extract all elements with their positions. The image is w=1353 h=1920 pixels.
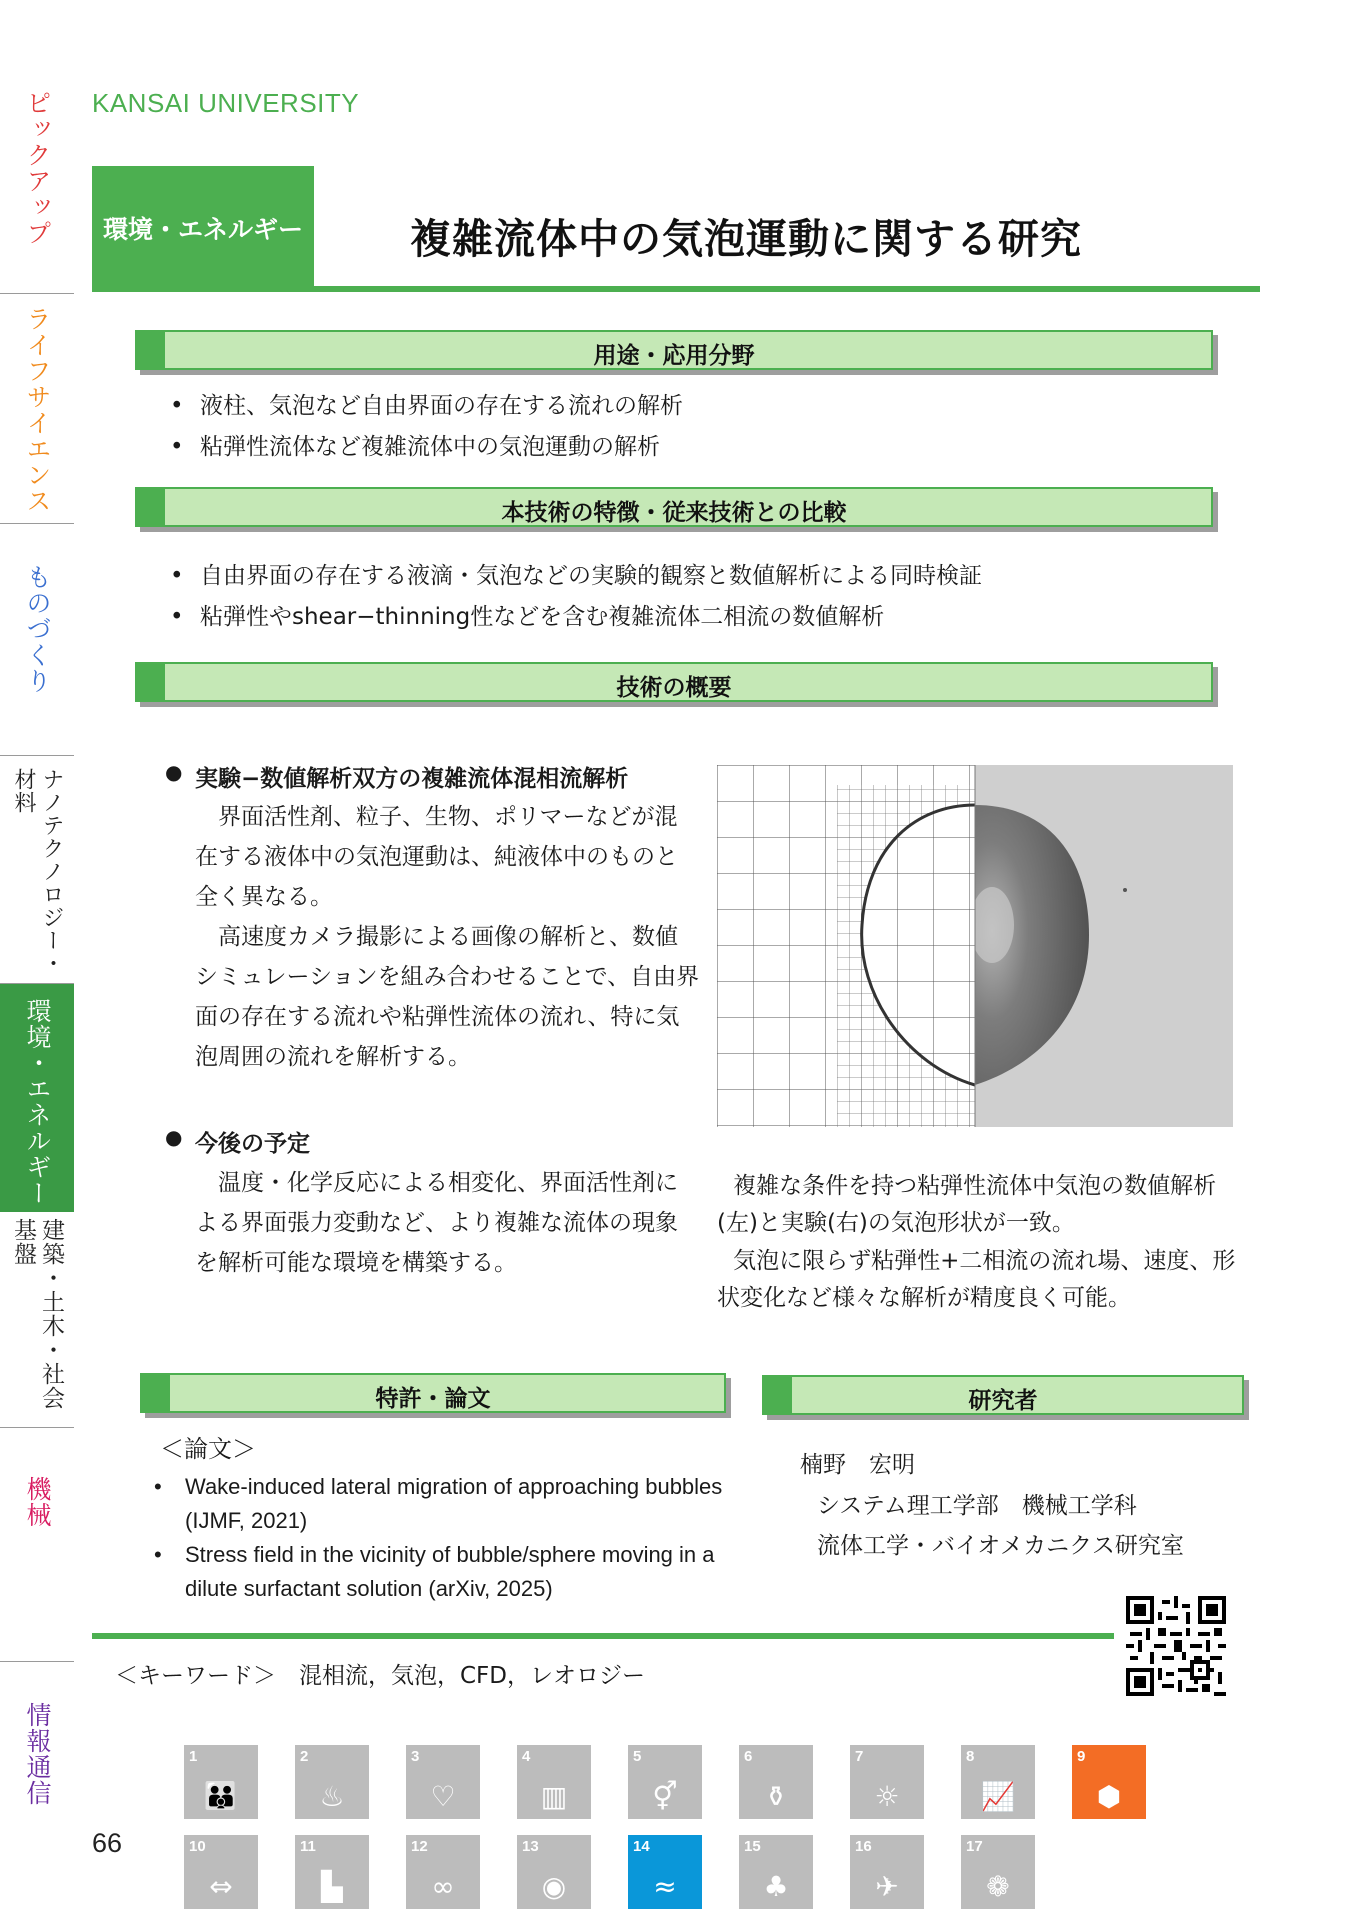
page-title: 複雑流体中の気泡運動に関する研究 <box>410 215 1082 263</box>
bubble-comparison-image <box>717 765 1233 1127</box>
patents-header <box>140 1373 726 1413</box>
figure-caption-1: 複雑な条件を持つ粘弾性流体中気泡の数値解析(左)と実験(右)の気泡形状が一致。 <box>717 1173 1217 1236</box>
overview-header <box>135 662 1213 702</box>
sdg-6-icon: 6 ⚱ <box>739 1745 813 1819</box>
list-item: • 粘弾性やshear−thinning性などを含む複雑流体二相流の数値解析 <box>170 597 982 638</box>
list-item: • Stress field in the vicinity of bubble/sphere moving in a dilute surfactant solution (arXiv, 2025) <box>152 1538 732 1606</box>
qr-code[interactable] <box>1126 1596 1226 1696</box>
sdg-7-icon: 7 ☼ <box>850 1745 924 1819</box>
overview-point2-title: ● 今後の予定 <box>165 1125 310 1158</box>
sdg-2-icon: 2 ♨ <box>295 1745 369 1819</box>
features-list <box>170 556 982 638</box>
section-title: 特許・論文 <box>375 1386 491 1412</box>
side-item-architecture[interactable] <box>0 1212 74 1428</box>
side-item-label: ライフサイエンス <box>23 306 52 514</box>
sdg-13-icon: 13 ◉ <box>517 1835 591 1909</box>
side-item-label: 建築・土木・社会基盤 <box>10 1218 64 1410</box>
side-item-life-science[interactable] <box>0 294 74 524</box>
section-title: 技術の概要 <box>616 675 732 701</box>
side-item-label: 情報通信 <box>23 1702 52 1806</box>
side-item-monozukuri[interactable] <box>0 524 74 756</box>
side-item-pickup[interactable] <box>0 82 74 294</box>
sdg-17-icon: 17 ❁ <box>961 1835 1035 1909</box>
page-number: 66 <box>92 1828 123 1858</box>
side-item-environment-energy[interactable] <box>0 984 74 1212</box>
bottom-divider <box>92 1633 1114 1639</box>
list-item: • 自由界面の存在する液滴・気泡などの実験的観察と数値解析による同時検証 <box>170 556 982 597</box>
side-item-label: 機械 <box>23 1476 52 1528</box>
side-item-label: ものづくり <box>23 564 52 694</box>
section-title: 用途・応用分野 <box>593 343 755 369</box>
sdg-10-icon: 10 ⇔ <box>184 1835 258 1909</box>
side-item-machinery[interactable] <box>0 1428 74 1662</box>
overview-point1-title: ● 実験−数値解析双方の複雑流体混相流解析 <box>165 760 628 793</box>
list-item: • Wake-induced lateral migration of approaching bubbles (IJMF, 2021) <box>152 1470 732 1538</box>
sdg-15-icon: 15 ♣ <box>739 1835 813 1909</box>
applications-header <box>135 330 1213 370</box>
researcher-header <box>762 1375 1244 1415</box>
university-name: KANSAI UNIVERSITY <box>92 88 360 118</box>
list-item: • 液柱、気泡など自由界面の存在する流れの解析 <box>170 386 683 427</box>
sdg-16-icon: 16 ✈ <box>850 1835 924 1909</box>
features-header <box>135 487 1213 527</box>
sdg-9-icon: 9 ⬢ <box>1072 1745 1146 1819</box>
sdg-12-icon: 12 ∞ <box>406 1835 480 1909</box>
side-index-nav <box>0 62 74 1852</box>
section-title: 本技術の特徴・従来技術との比較 <box>501 500 847 526</box>
researcher-lab: 流体工学・バイオメカニクス研究室 <box>817 1533 1184 1559</box>
side-item-ict[interactable] <box>0 1662 74 1852</box>
sdg-14-icon: 14 ≈ <box>628 1835 702 1909</box>
qr-code-icon <box>1126 1596 1226 1696</box>
researcher-department: システム理工学部 機械工学科 <box>817 1493 1137 1519</box>
section-title: 研究者 <box>968 1388 1038 1414</box>
applications-list <box>170 386 683 468</box>
researcher-name: 楠野 宏明 <box>800 1452 915 1478</box>
side-item-label: ナノテクノロジー・材料 <box>11 768 64 975</box>
category-label: 環境・エネルギー <box>92 166 314 290</box>
list-item: • 粘弾性流体など複雑流体中の気泡運動の解析 <box>170 427 683 468</box>
sdg-4-icon: 4 ▥ <box>517 1745 591 1819</box>
overview-point1-para1: 界面活性剤、粒子、生物、ポリマーなどが混在する液体中の気泡運動は、純液体中のものと全く異なる。 <box>195 804 678 910</box>
sdg-3-icon: 3 ♡ <box>406 1745 480 1819</box>
side-item-nanotech[interactable] <box>0 756 74 984</box>
sdg-1-icon: 1 👪 <box>184 1745 258 1819</box>
side-item-label: ピックアップ <box>23 90 52 246</box>
figure-caption-2: 気泡に限らず粘弾性+二相流の流れ場、速度、形状変化など様々な解析が精度良く可能。 <box>717 1248 1236 1311</box>
bubble-comparison-figure <box>717 765 1233 1127</box>
overview-point2-para: 温度・化学反応による相変化、界面活性剤による界面張力変動など、より複雑な流体の現象を解析可能な環境を構築する。 <box>195 1170 678 1276</box>
sdg-5-icon: 5 ⚥ <box>628 1745 702 1819</box>
papers-list <box>152 1470 732 1606</box>
papers-subheading: ＜論文＞ <box>160 1435 256 1463</box>
overview-point1-para2: 高速度カメラ撮影による画像の解析と、数値シミュレーションを組み合わせることで、自由界面の存在する流れや粘弾性流体の流れ、特に気泡周囲の流れを解析する。 <box>195 924 700 1070</box>
sdg-8-icon: 8 📈 <box>961 1745 1035 1819</box>
title-divider <box>92 286 1260 292</box>
side-item-label: 環境・エネルギー <box>23 998 52 1206</box>
sdg-11-icon: 11 ▙ <box>295 1835 369 1909</box>
keywords-line: ＜キーワード＞ 混相流，気泡，CFD，レオロジー <box>115 1663 645 1689</box>
